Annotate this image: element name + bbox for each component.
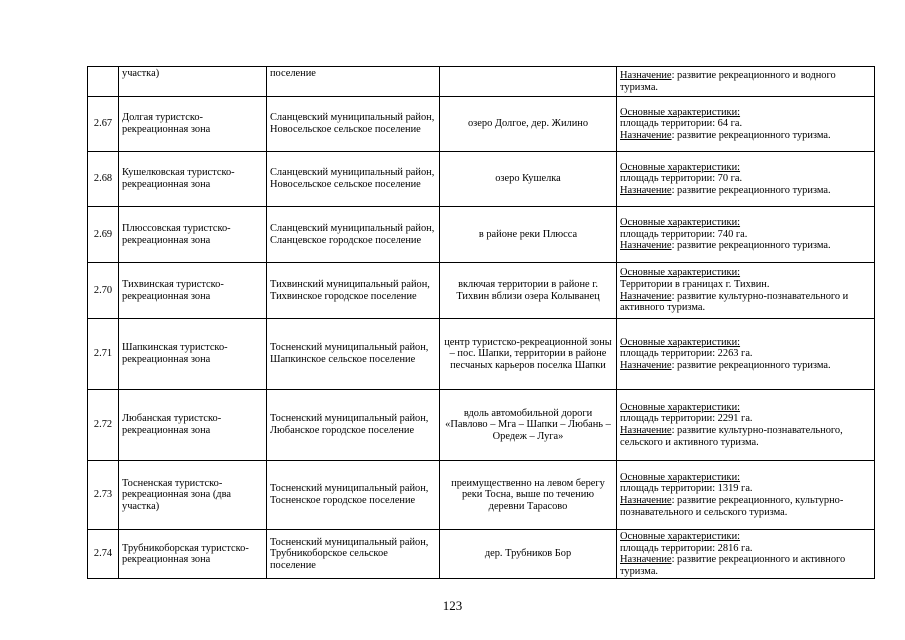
characteristics-label: Основные характеристики: bbox=[620, 531, 741, 542]
zone-name: Плюссовская туристско-рекреационная зона bbox=[119, 207, 267, 263]
characteristics-text: площадь территории: 740 га. bbox=[620, 228, 748, 240]
row-number: 2.69 bbox=[88, 207, 119, 263]
characteristics-cell bbox=[617, 67, 875, 97]
location: включая территории в районе г. Тихвин вблизи озера Колыванец bbox=[440, 263, 617, 319]
purpose-label: Назначение bbox=[620, 69, 672, 81]
location: дер. Трубников Бор bbox=[440, 530, 617, 579]
location bbox=[440, 67, 617, 97]
purpose-label: Назначение bbox=[620, 290, 672, 302]
zone-name: Кушелковская туристско-рекреационная зона bbox=[119, 152, 267, 207]
municipality: Сланцевский муниципальный район, Новосельское сельское поселение bbox=[267, 97, 440, 152]
purpose-label: Назначение bbox=[620, 495, 672, 506]
characteristics-cell bbox=[617, 530, 875, 579]
purpose-text: : развитие культурно-познавательного и активного туризма. bbox=[620, 290, 849, 314]
municipality: Тосненский муниципальный район, Любанское городское поселение bbox=[267, 390, 440, 461]
location: вдоль автомобильной дороги «Павлово – Мга – Шапки – Любань – Оредеж – Луга» bbox=[440, 390, 617, 461]
characteristics-text: площадь территории: 2816 га. bbox=[620, 542, 753, 554]
location: озеро Кушелка bbox=[440, 152, 617, 207]
table-row bbox=[88, 152, 875, 207]
purpose-label: Назначение bbox=[620, 425, 672, 436]
zones-table bbox=[87, 66, 875, 579]
purpose-text: : развитие рекреационного туризма. bbox=[671, 240, 831, 252]
characteristics-label: Основные характеристики: bbox=[620, 106, 741, 118]
zone-name: Трубникоборская туристско-рекреационная зона bbox=[119, 530, 267, 579]
characteristics-text: площадь территории: 64 га. bbox=[620, 118, 743, 130]
zone-name: Долгая туристско-рекреационная зона bbox=[119, 97, 267, 152]
characteristics-label: Основные характеристики: bbox=[620, 471, 741, 483]
page-number: 123 bbox=[442, 598, 463, 613]
purpose-text: : развитие рекреационного и водного туризма. bbox=[620, 69, 836, 93]
location: в районе реки Плюсса bbox=[440, 207, 617, 263]
characteristics-cell bbox=[617, 97, 875, 152]
purpose-label: Назначение bbox=[620, 184, 672, 196]
table-row bbox=[88, 390, 875, 461]
row-number: 2.74 bbox=[88, 530, 119, 579]
table-row bbox=[88, 530, 875, 579]
zone-name: Тихвинская туристско-рекреационная зона bbox=[119, 263, 267, 319]
characteristics-cell bbox=[617, 207, 875, 263]
municipality: Сланцевский муниципальный район, Сланцевское городское поселение bbox=[267, 207, 440, 263]
characteristics-text: площадь территории: 2291 га. bbox=[620, 413, 753, 425]
continuation-row bbox=[88, 67, 875, 97]
row-number: 2.67 bbox=[88, 97, 119, 152]
characteristics-cell bbox=[617, 319, 875, 390]
characteristics-cell bbox=[617, 263, 875, 319]
municipality: Тихвинский муниципальный район, Тихвинское городское поселение bbox=[267, 263, 440, 319]
table-row bbox=[88, 461, 875, 530]
municipality: поселение bbox=[267, 67, 440, 97]
row-number: 2.73 bbox=[88, 461, 119, 530]
purpose-label: Назначение bbox=[620, 359, 672, 371]
characteristics-label: Основные характеристики: bbox=[620, 267, 741, 279]
characteristics-text: площадь территории: 2263 га. bbox=[620, 348, 753, 360]
row-number: 2.71 bbox=[88, 319, 119, 390]
zone-name: Любанская туристско-рекреационная зона bbox=[119, 390, 267, 461]
zone-name: участка) bbox=[119, 67, 267, 97]
characteristics-label: Основные характеристики: bbox=[620, 161, 741, 173]
table-row bbox=[88, 263, 875, 319]
characteristics-label: Основные характеристики: bbox=[620, 401, 741, 413]
characteristics-text: площадь территории: 70 га. bbox=[620, 173, 743, 185]
purpose-text: : развитие рекреационного туризма. bbox=[671, 359, 831, 371]
row-number: 2.68 bbox=[88, 152, 119, 207]
purpose-label: Назначение bbox=[620, 554, 672, 566]
location: озеро Долгое, дер. Жилино bbox=[440, 97, 617, 152]
table-row bbox=[88, 207, 875, 263]
characteristics-text: площадь территории: 1319 га. bbox=[620, 483, 753, 495]
characteristics-label: Основные характеристики: bbox=[620, 336, 741, 348]
characteristics-text: Территории в границах г. Тихвин. bbox=[620, 278, 770, 290]
characteristics-cell bbox=[617, 390, 875, 461]
zone-name: Шапкинская туристско-рекреационная зона bbox=[119, 319, 267, 390]
purpose-text: : развитие рекреационного и активного туризма. bbox=[620, 554, 846, 577]
location: центр туристско-рекреационной зоны – пос. Шапки, территории в районе песчаных карьеров поселка Шапки bbox=[440, 319, 617, 390]
characteristics-cell bbox=[617, 461, 875, 530]
row-number: 2.70 bbox=[88, 263, 119, 319]
municipality: Тосненский муниципальный район, Трубникоборское сельское поселение bbox=[267, 530, 440, 579]
municipality: Сланцевский муниципальный район, Новосельское сельское поселение bbox=[267, 152, 440, 207]
zone-name: Тосненская туристско-рекреационная зона (два участка) bbox=[119, 461, 267, 530]
row-number bbox=[88, 67, 119, 97]
purpose-text: : развитие рекреационного туризма. bbox=[671, 129, 831, 141]
purpose-text: : развитие культурно-познавательного, сельского и активного туризма. bbox=[620, 425, 843, 448]
table-row bbox=[88, 97, 875, 152]
purpose-text: : развитие рекреационного, культурно-познавательного и сельского туризма. bbox=[620, 495, 844, 518]
characteristics-label: Основные характеристики: bbox=[620, 217, 741, 229]
municipality: Тосненский муниципальный район, Шапкинское сельское поселение bbox=[267, 319, 440, 390]
location: преимущественно на левом берегу реки Тосна, выше по течению деревни Тарасово bbox=[440, 461, 617, 530]
characteristics-cell bbox=[617, 152, 875, 207]
purpose-label: Назначение bbox=[620, 129, 672, 141]
purpose-label: Назначение bbox=[620, 240, 672, 252]
row-number: 2.72 bbox=[88, 390, 119, 461]
purpose-text: : развитие рекреационного туризма. bbox=[671, 184, 831, 196]
municipality: Тосненский муниципальный район, Тосненское городское поселение bbox=[267, 461, 440, 530]
table-row bbox=[88, 319, 875, 390]
